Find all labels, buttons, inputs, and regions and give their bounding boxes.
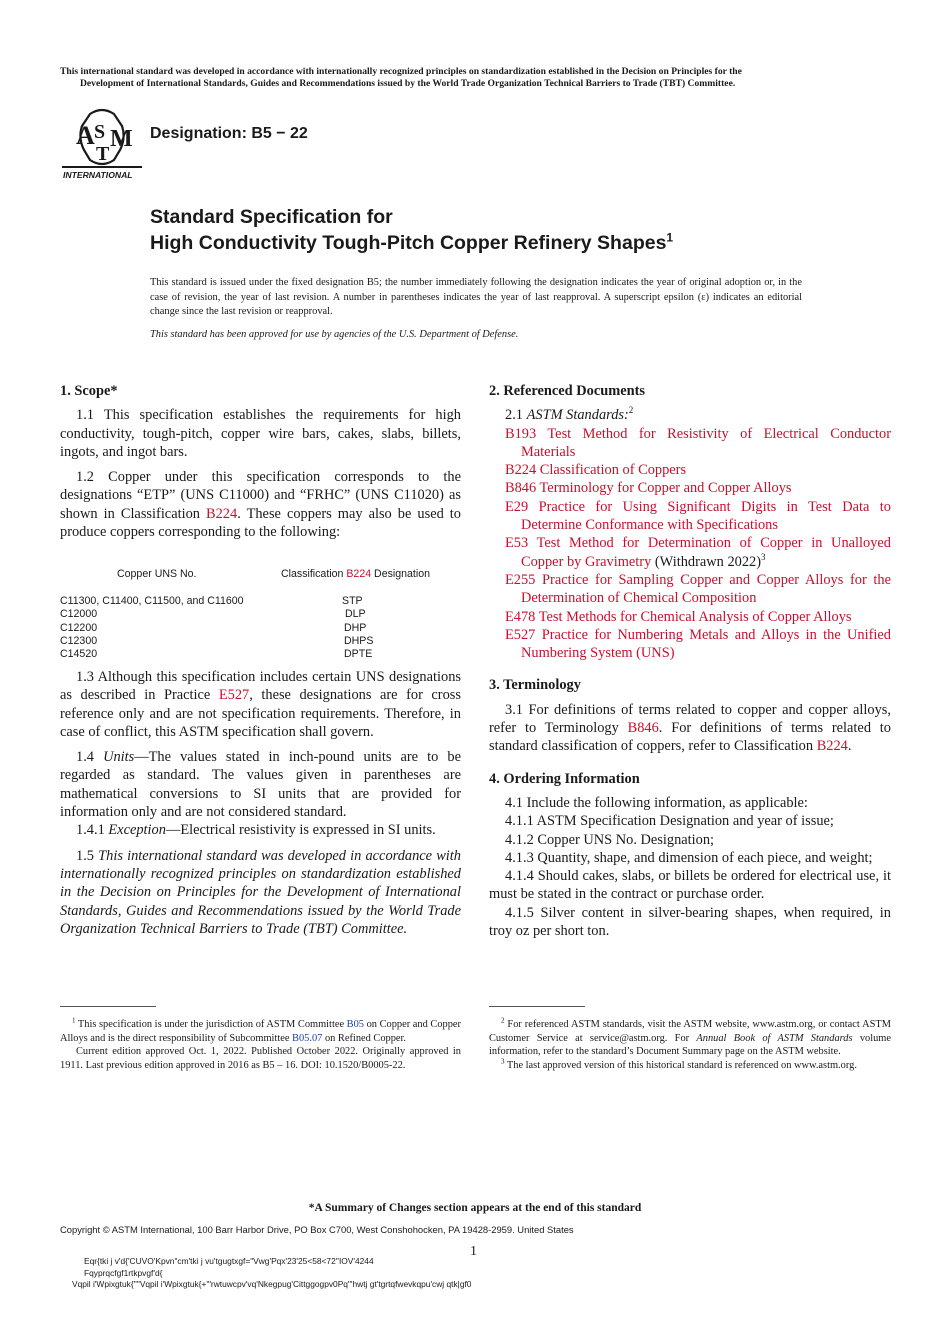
para-4-1-2: 4.1.2 Copper UNS No. Designation; (505, 831, 715, 848)
list-item: E478 Test Methods for Chemical Analysis of Copper Alloys (505, 608, 852, 625)
ref-code[interactable]: B846 (505, 480, 537, 497)
dod-approval-note: This standard has been approved for use by agencies of the U.S. Department of Defense. (150, 329, 519, 340)
summary-note: *A Summary of Changes section appears at the end of this standard (308, 1202, 642, 1214)
logo-text: INTERNATIONAL (63, 170, 133, 180)
svg-text:A: A (76, 121, 95, 150)
terminology-heading: 3. Terminology (489, 677, 581, 694)
title-footnote-ref[interactable]: 1 (666, 230, 674, 245)
title-line2: High Conductivity Tough-Pitch Copper Refinery Shapes$^1$ (150, 230, 674, 254)
link-b224[interactable]: B224 (346, 568, 372, 580)
footnote-divider-right (489, 1006, 585, 1007)
para-4-1-4: 4.1.4 Should cakes, slabs, or billets be ordered for electrical use, it must be stated in the contract or purchase order. (489, 868, 891, 903)
list-item: B846 Terminology for Copper and Copper Alloys (505, 480, 792, 497)
tbt-notice (60, 66, 892, 90)
reference-list (489, 425, 891, 663)
svg-text:S: S (94, 121, 106, 143)
table-row: C12300 DHPS (60, 634, 374, 647)
designation: Designation: B5 − 22 (150, 125, 308, 142)
list-item: E29 Practice for Using Significant Digits in Test Data to Determine Conformance with Specifications (505, 498, 891, 534)
link-e527[interactable]: E527 (218, 687, 250, 704)
title-line1: Standard Specification for (150, 206, 393, 228)
tbt-notice-line2: Development of International Standards, Guides and Recommendations issued by the World Trade Organization Technical Barriers to Trade (TBT) Committee. (80, 78, 736, 89)
link-b05[interactable]: B05 (346, 1019, 364, 1030)
para-4-1-5: 4.1.5 Silver content in silver-bearing shapes, when required, in troy oz per short ton. (489, 904, 891, 940)
scope-section (60, 382, 461, 541)
ref-code[interactable]: B224 (505, 462, 537, 479)
para-1-1: 1.1 This specification establishes the requirements for high conductivity, tough-pitch, copper wire bars, cakes, slabs, billets, ingots, and ingot bars. (60, 407, 461, 460)
table-row: C12200 DHP (60, 621, 367, 634)
para-4-1: 4.1 Include the following information, as applicable: (505, 794, 808, 811)
ref-code[interactable]: E29 (505, 498, 529, 515)
link-b224[interactable]: B224 (816, 738, 848, 755)
refdocs-heading: 2. Referenced Documents (489, 383, 645, 399)
para-2-1: 2.1 ASTM Standards:$^2$ (505, 405, 634, 424)
footnote-1-edition: Current edition approved Oct. 1, 2022. Published October 2022. Originally approved in 1911. Last previous edition approved in 2016 as B5 – 16. DOI: 10.1520/B0005-22. (60, 1046, 461, 1071)
para-1-3: 1.3 Although this specification includes certain UNS designations as described in Practice E527, these designations are for cross reference only and are not specification requirements. Therefore, in case of conflict, this ASTM specification shall govern. (60, 669, 461, 740)
issuance-note: This standard is issued under the fixed designation B5; the number immediately following the designation indicates the year of original adoption or, in the case of revision, the year of last revision. A number in parentheses indicates the year of last reapproval. A superscript epsilon (ε) indicates an editorial change since the last revision or reapproval. (150, 277, 802, 318)
scope-heading: 1. Scope* (60, 383, 118, 399)
astm-logo-icon (60, 108, 144, 180)
col-header-designation: Classification B224 Designation (281, 568, 431, 580)
para-4-1-1: 4.1.1 ASTM Specification Designation and year of issue; (505, 813, 834, 830)
footnote-1: $^1$ This specification is under the jurisdiction of ASTM Committee B05 on Copper and Copper Alloys and is the direct responsibility of Subcommittee B05.07 on Refined Copper. (60, 1016, 461, 1044)
list-item: E527 Practice for Numbering Metals and Alloys in the Unified Numbering System (UNS) (505, 626, 891, 662)
ordering-heading: 4. Ordering Information (489, 770, 640, 787)
para-3-1: 3.1 For definitions of terms related to copper and copper alloys, refer to Terminology B846. For definitions of terms related to standard classification of coppers, refer to Classification B224. (489, 701, 892, 755)
uns-table (60, 568, 461, 661)
para-1-5: 1.5 This international standard was developed in accordance with internationally recognized principles on standardization established in the Decision on Principles for the Development of International Standards, Guides and Recommendations issued by the World Trade Organization Technical Barriers to Trade (TBT) Committee. (60, 847, 461, 937)
footnotes-right (489, 1018, 891, 1072)
col-header-uns: Copper UNS No. (117, 568, 197, 580)
list-item: E255 Practice for Sampling Copper and Copper Alloys for the Determination of Chemical Composition (505, 571, 891, 607)
para-1-2: 1.2 Copper under this specification corresponds to the designations “ETP” (UNS C11000) and “FRHC” (UNS C11020) as shown in Classification B224. These coppers may also be used to produce coppers corresponding to the following: (60, 469, 462, 541)
astm-logo (60, 108, 144, 180)
license-stamp: Eqr{tki j v'd{'CUVO'Kpvn"cm'tki j vu'tgugtxgf="Vwg'Pqx'23'25<58<72''IOV'4244 Fqyprqcfgf1rtkpvgf'd{ Vqpil i'Wpixgtuk{''"Vqpil i'Wpixgtuk{+'"rwtuwcpv'vq'Nkegpug'Cittggogpv0Pq'"hwtj gt'tgrtqfwevkqpu'cwj qtk|gf0 (72, 1256, 472, 1289)
copyright: Copyright © ASTM International, 100 Barr Harbor Drive, PO Box C700, West Conshohocken, PA 19428-2959. United States (60, 1224, 574, 1235)
ref-code[interactable]: E53 (505, 535, 529, 552)
list-item: B193 Test Method for Resistivity of Electrical Conductor Materials (505, 425, 891, 460)
ref-code[interactable]: E255 (505, 571, 536, 588)
document-title (150, 204, 673, 256)
link-b224[interactable]: B224 (206, 505, 238, 522)
para-4-1-3: 4.1.3 Quantity, shape, and dimension of each piece, and weight; (505, 849, 873, 866)
svg-text:T: T (96, 143, 110, 165)
table-row: C14520 DPTE (60, 648, 373, 661)
link-b05-07[interactable]: B05.07 (292, 1032, 323, 1044)
table-header (60, 568, 461, 582)
para-1-4-1: 1.4.1 Exception—Electrical resistivity is expressed in SI units. (76, 822, 436, 839)
ref-code[interactable]: E527 (505, 626, 536, 643)
para-1-4: 1.4 Units—The values stated in inch-pound units are to be regarded as standard. The values given in parentheses are mathematical conversions to SI units that are provided for information only and are not considered standard. (60, 749, 461, 821)
list-item: B224 Classification of Coppers (505, 462, 687, 479)
ref-code[interactable]: B193 (505, 425, 537, 442)
list-item: E53 Test Method for Determination of Copper in Unalloyed Copper by Gravimetry (Withdrawn 2022)$^3$ (505, 535, 891, 570)
table-row: C12000 DLP (60, 608, 366, 621)
footnotes-left (60, 1018, 461, 1072)
table-row: C11300, C11400, C11500, and C11600 STP (60, 595, 363, 607)
svg-text:M: M (110, 126, 133, 152)
footnote-3: $^3$ The last approved version of this historical standard is referenced on www.astm.org. (501, 1057, 857, 1071)
right-column (489, 382, 891, 940)
scope-section-cont (60, 668, 461, 938)
page-number: 1 (470, 1244, 477, 1259)
link-b846[interactable]: B846 (627, 720, 659, 737)
tbt-notice-line1: This international standard was developed in accordance with internationally recognized principles on standardization established in the Decision on Principles for the (60, 66, 742, 77)
ref-code[interactable]: E478 (505, 608, 536, 625)
footnote-2: $^2$ For referenced ASTM standards, visit the ASTM website, www.astm.org, or contact ASTM Customer Service at service@astm.org. For Annual Book of ASTM Standards volume information, refer to the standard’s Document Summary page on the ASTM website. (489, 1016, 891, 1058)
footnote-divider-left (60, 1006, 156, 1007)
